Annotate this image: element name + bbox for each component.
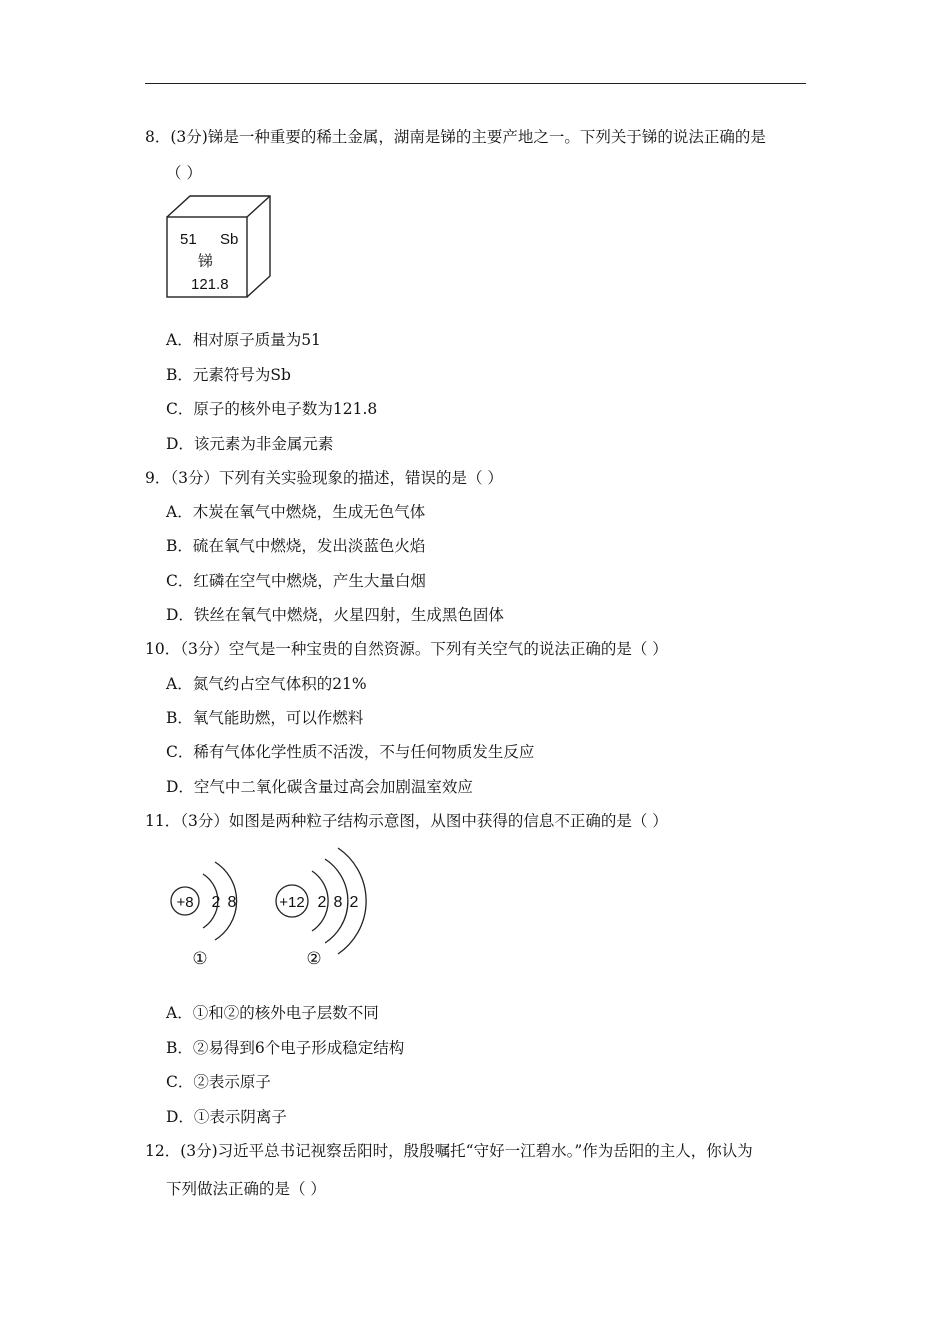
- question-11-stem: 11．（3分）如图是两种粒子结构示意图，从图中获得的信息不正确的是（ ）: [145, 812, 668, 830]
- particle1-shell-1: 2: [211, 894, 221, 911]
- q8-option-a: A．相对原子质量为51: [166, 331, 321, 349]
- element-name: 锑: [198, 253, 214, 270]
- q11-option-c: C．②表示原子: [166, 1073, 271, 1091]
- q10-option-c: C．稀有气体化学性质不活泼，不与任何物质发生反应: [166, 743, 535, 761]
- q8-option-c: C．原子的核外电子数为121.8: [166, 400, 378, 418]
- q10-option-d: D．空气中二氧化碳含量过高会加剧温室效应: [166, 778, 473, 796]
- particle1-shell-2: 8: [227, 894, 237, 911]
- q11-option-d: D．①表示阴离子: [166, 1108, 287, 1126]
- particle2-label: ②: [306, 949, 322, 968]
- question-8-stem: 8．(3分)锑是一种重要的稀土金属，湖南是锑的主要产地之一。下列关于锑的说法正确的是: [145, 128, 766, 146]
- q9-option-d: D．铁丝在氧气中燃烧，火星四射，生成黑色固体: [166, 606, 504, 624]
- q10-option-a: A．氮气约占空气体积的21%: [166, 675, 367, 693]
- question-8-paren: （ ）: [166, 164, 202, 182]
- element-symbol: Sb: [220, 231, 239, 248]
- q9-option-c: C．红磷在空气中燃烧，产生大量白烟: [166, 572, 426, 590]
- q10-option-b: B．氧气能助燃，可以作燃料: [166, 709, 364, 727]
- question-12-stem: 12．(3分)习近平总书记视察岳阳时，殷殷嘱托“守好一江碧水。”作为岳阳的主人，你认为: [145, 1142, 753, 1160]
- particle2-shell-3: 2: [349, 894, 359, 911]
- particle-structure-diagram: [160, 840, 380, 975]
- question-9-stem: 9．（3分）下列有关实验现象的描述，错误的是（ ）: [145, 469, 503, 487]
- header-rule: [145, 83, 806, 84]
- q11-option-b: B．②易得到6个电子形成稳定结构: [166, 1039, 405, 1057]
- particle2-shell-1: 2: [317, 894, 327, 911]
- q8-option-b: B．元素符号为Sb: [166, 366, 291, 384]
- q9-option-b: B．硫在氧气中燃烧，发出淡蓝色火焰: [166, 537, 426, 555]
- element-number: 51: [180, 231, 197, 248]
- question-10-stem: 10．（3分）空气是一种宝贵的自然资源。下列有关空气的说法正确的是（ ）: [145, 640, 668, 658]
- q9-option-a: A．木炭在氧气中燃烧，生成无色气体: [166, 503, 426, 521]
- q8-option-d: D．该元素为非金属元素: [166, 435, 334, 453]
- question-12-stem-continued: 下列做法正确的是（ ）: [166, 1180, 326, 1198]
- particle2-nucleus: +12: [279, 894, 305, 911]
- element-cell-diagram: [160, 190, 280, 305]
- particle1-label: ①: [192, 949, 208, 968]
- particle2-shell-2: 8: [333, 894, 343, 911]
- element-mass: 121.8: [191, 276, 229, 293]
- particle1-nucleus: +8: [176, 894, 194, 911]
- q11-option-a: A．①和②的核外电子层数不同: [166, 1004, 379, 1022]
